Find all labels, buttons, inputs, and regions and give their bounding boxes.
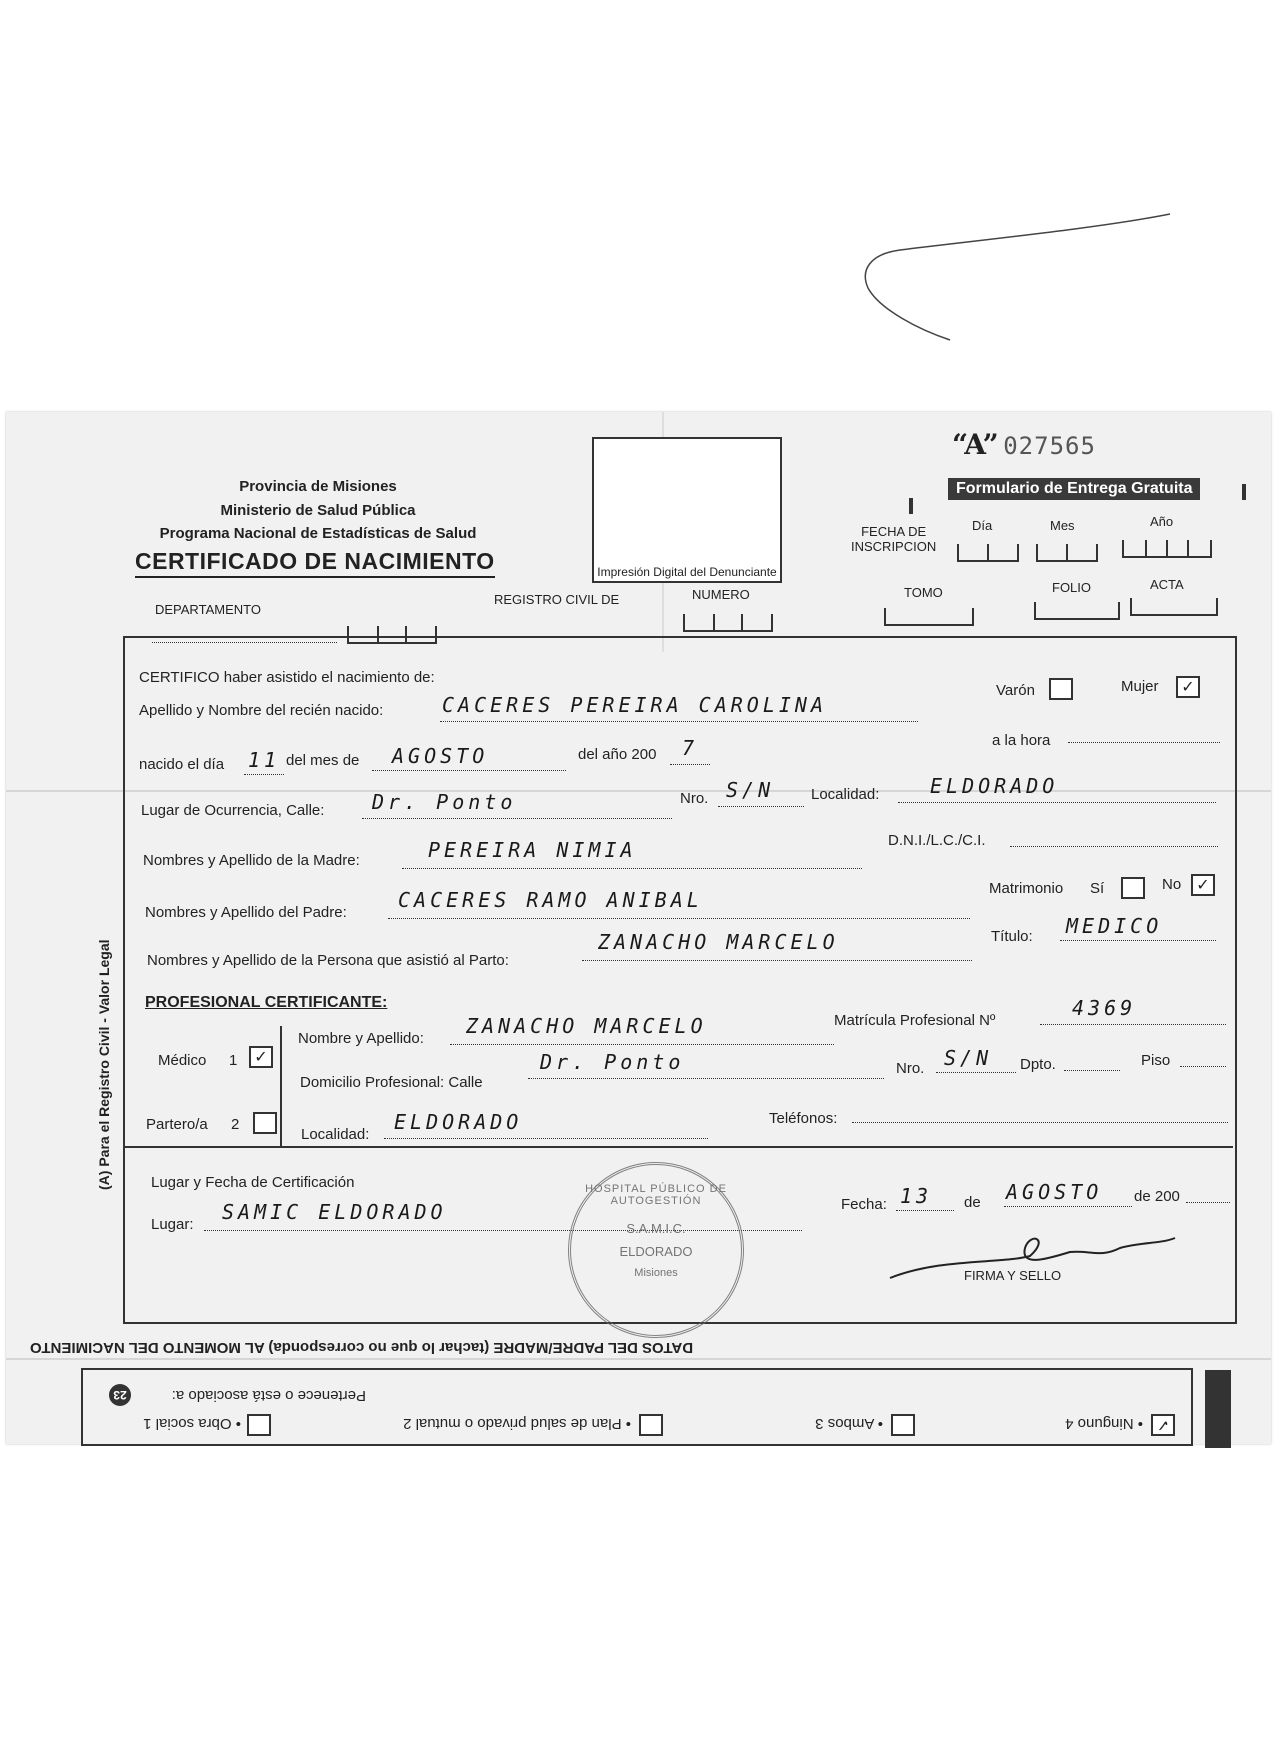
titulo-value: MEDICO bbox=[1066, 914, 1163, 938]
tomo-label: TOMO bbox=[904, 585, 943, 600]
lugar-fecha-heading: Lugar y Fecha de Certificación bbox=[151, 1174, 355, 1191]
inverted-opt1: • Obra social 1 bbox=[143, 1415, 241, 1432]
nombre-value: ZANACHO MARCELO bbox=[466, 1014, 707, 1038]
matrimonio-si-checkbox[interactable] bbox=[1121, 877, 1145, 899]
medico-label: Médico bbox=[158, 1052, 207, 1069]
dpto-label: Dpto. bbox=[1020, 1056, 1056, 1073]
anio-label: Año bbox=[1150, 514, 1174, 529]
anio-value: 7 bbox=[682, 736, 699, 760]
newborn-name-value: CACERES PEREIRA CAROLINA bbox=[442, 693, 827, 717]
plan-salud-checkbox[interactable] bbox=[639, 1414, 663, 1436]
matrimonio-no-checkbox[interactable]: ✓ bbox=[1191, 874, 1215, 896]
madre-field[interactable] bbox=[402, 868, 862, 869]
fecha-dia-field[interactable] bbox=[896, 1210, 954, 1211]
dni-label: D.N.I./L.C./C.I. bbox=[888, 832, 986, 849]
folio-label: FOLIO bbox=[1052, 580, 1092, 595]
dpto-field[interactable] bbox=[1064, 1070, 1120, 1071]
varon-label: Varón bbox=[996, 682, 1035, 699]
dni-field[interactable] bbox=[1010, 846, 1218, 847]
no-label: No bbox=[1162, 876, 1182, 893]
varon-checkbox[interactable] bbox=[1049, 678, 1073, 700]
inverted-number: 23 bbox=[109, 1384, 131, 1406]
lugar-value: Dr. Ponto bbox=[372, 790, 517, 814]
numero-label: NUMERO bbox=[692, 587, 750, 602]
partero-num: 2 bbox=[231, 1116, 240, 1133]
dom-nro-field[interactable] bbox=[936, 1072, 1016, 1073]
dom-nro-value: S/N bbox=[944, 1046, 993, 1070]
section-divider bbox=[125, 1146, 1233, 1148]
domicilio-field[interactable] bbox=[528, 1078, 884, 1079]
free-form-badge: Formulario de Entrega Gratuita bbox=[948, 478, 1200, 500]
acta-input[interactable] bbox=[1130, 598, 1218, 616]
page-title: CERTIFICADO DE NACIMIENTO bbox=[135, 548, 495, 578]
cert-lugar-value: SAMIC ELDORADO bbox=[222, 1200, 447, 1224]
titulo-field[interactable] bbox=[1060, 940, 1216, 941]
acta-label: ACTA bbox=[1150, 577, 1184, 592]
fecha-label: Fecha: bbox=[841, 1196, 887, 1213]
inverted-opt4: • Ninguno 4 bbox=[1065, 1415, 1143, 1432]
departamento-label: DEPARTAMENTO bbox=[155, 602, 261, 617]
matricula-field[interactable] bbox=[1040, 1024, 1226, 1025]
hora-field[interactable] bbox=[1068, 742, 1220, 743]
dia-input[interactable] bbox=[957, 544, 1019, 562]
matricula-label: Matrícula Profesional Nº bbox=[834, 1012, 996, 1029]
inverted-heading: DATOS DEL PADRE/MADRE (tachar lo que no corresponda) AL MOMENTO DEL NACIMIENTO bbox=[30, 1339, 694, 1356]
telefonos-label: Teléfonos: bbox=[769, 1110, 838, 1127]
fecha-dia-value: 13 bbox=[900, 1184, 933, 1208]
stamp-center3: Misiones bbox=[634, 1267, 678, 1279]
si-label: Sí bbox=[1090, 880, 1105, 897]
official-stamp bbox=[568, 1162, 744, 1338]
de200-label: de 200 bbox=[1134, 1188, 1180, 1205]
mes-label-form: del mes de bbox=[286, 752, 360, 769]
inverted-question: Pertenece o está asociado a: bbox=[171, 1387, 366, 1404]
inverted-opt2: • Plan de salud privado o mutual 2 bbox=[403, 1415, 631, 1432]
pen-scribble bbox=[860, 210, 1180, 350]
stamp-center2: ELDORADO bbox=[619, 1244, 693, 1259]
stamp-ring-text: HOSPITAL PÚBLICO DE AUTOGESTIÓN bbox=[585, 1183, 727, 1207]
fingerprint-box bbox=[592, 437, 782, 583]
nacido-label: nacido el día bbox=[139, 756, 225, 773]
registro-civil-label: REGISTRO CIVIL DE bbox=[494, 592, 620, 607]
folio-input[interactable] bbox=[1034, 602, 1120, 620]
piso-label: Piso bbox=[1141, 1052, 1171, 1069]
parto-value: ZANACHO MARCELO bbox=[598, 930, 839, 954]
header-province: Provincia de Misiones bbox=[239, 478, 397, 495]
prof-localidad-value: ELDORADO bbox=[394, 1110, 523, 1134]
localidad-value: ELDORADO bbox=[930, 774, 1059, 798]
stamp-center1: S.A.M.I.C. bbox=[626, 1221, 686, 1236]
titulo-label: Título: bbox=[991, 928, 1033, 945]
padre-field[interactable] bbox=[388, 918, 970, 919]
mes-field[interactable] bbox=[372, 770, 566, 771]
fingerprint-caption: Impresión Digital del Denunciante bbox=[597, 565, 777, 579]
inverted-stub bbox=[6, 1330, 1271, 1450]
domicilio-value: Dr. Ponto bbox=[540, 1050, 685, 1074]
newborn-name-field[interactable] bbox=[440, 721, 918, 722]
header-program: Programa Nacional de Estadísticas de Salud bbox=[159, 525, 477, 542]
registration-mark bbox=[1242, 484, 1246, 500]
certifico-text: CERTIFICO haber asistido el nacimiento de: bbox=[139, 669, 435, 686]
obra-social-checkbox[interactable] bbox=[247, 1414, 271, 1436]
anio-input[interactable] bbox=[1122, 540, 1212, 558]
mujer-label: Mujer bbox=[1121, 678, 1159, 695]
dia-label: Día bbox=[972, 518, 993, 533]
parto-label: Nombres y Apellido de la Persona que asistió al Parto: bbox=[147, 952, 509, 969]
prof-localidad-field[interactable] bbox=[384, 1138, 708, 1139]
matricula-value: 4369 bbox=[1072, 996, 1137, 1020]
mes-label: Mes bbox=[1050, 518, 1075, 533]
firma-label: FIRMA Y SELLO bbox=[964, 1268, 1062, 1283]
header-ministry: Ministerio de Salud Pública bbox=[220, 502, 416, 519]
padre-label: Nombres y Apellido del Padre: bbox=[145, 904, 347, 921]
anio-field[interactable] bbox=[670, 764, 710, 765]
fecha-mes-field[interactable] bbox=[1004, 1206, 1132, 1207]
de-label: de bbox=[964, 1194, 981, 1211]
tomo-input[interactable] bbox=[884, 608, 974, 626]
partero-checkbox[interactable] bbox=[253, 1112, 277, 1134]
mes-input[interactable] bbox=[1036, 544, 1098, 562]
ambos-checkbox[interactable] bbox=[891, 1414, 915, 1436]
side-legal-label: (A) Para el Registro Civil - Valor Legal bbox=[96, 939, 112, 1190]
piso-field[interactable] bbox=[1180, 1066, 1226, 1067]
lugar-label: Lugar de Ocurrencia, Calle: bbox=[141, 802, 325, 819]
telefonos-field[interactable] bbox=[852, 1122, 1228, 1123]
lugar-field[interactable] bbox=[362, 818, 672, 819]
nombre-field[interactable] bbox=[450, 1044, 834, 1045]
mujer-checkbox[interactable]: ✓ bbox=[1176, 676, 1200, 698]
dia-field[interactable] bbox=[244, 774, 284, 775]
hora-label: a la hora bbox=[992, 732, 1051, 749]
fecha-anio-field[interactable] bbox=[1186, 1202, 1230, 1203]
nro-label: Nro. bbox=[680, 790, 709, 807]
mes-value: AGOSTO bbox=[392, 744, 489, 768]
inscripcion-label: FECHA DE INSCRIPCION bbox=[851, 524, 937, 554]
dom-nro-label: Nro. bbox=[896, 1060, 925, 1077]
nombre-label: Nombre y Apellido: bbox=[298, 1030, 424, 1047]
prof-localidad-label: Localidad: bbox=[301, 1126, 370, 1143]
parto-field[interactable] bbox=[582, 960, 972, 961]
ninguno-checkbox[interactable]: ✓ bbox=[1151, 1414, 1175, 1436]
dia-value: 11 bbox=[248, 748, 281, 772]
registration-mark bbox=[909, 498, 913, 514]
madre-value: PEREIRA NIMIA bbox=[428, 838, 637, 862]
localidad-field[interactable] bbox=[898, 802, 1216, 803]
anio-label-form: del año 200 bbox=[578, 746, 657, 763]
inverted-bar bbox=[1205, 1370, 1231, 1448]
nro-value: S/N bbox=[726, 778, 775, 802]
newborn-name-label: Apellido y Nombre del recién nacido: bbox=[139, 702, 384, 719]
serial-number: “A” 027565 bbox=[952, 428, 1096, 461]
profesional-heading: PROFESIONAL CERTIFICANTE: bbox=[145, 994, 388, 1011]
domicilio-label: Domicilio Profesional: Calle bbox=[300, 1074, 483, 1091]
madre-label: Nombres y Apellido de la Madre: bbox=[143, 852, 360, 869]
medico-num: 1 bbox=[229, 1052, 238, 1069]
cert-lugar-label: Lugar: bbox=[151, 1216, 194, 1233]
profesional-divider bbox=[280, 1026, 282, 1146]
inverted-opt3: • Ambos 3 bbox=[815, 1415, 883, 1432]
localidad-label: Localidad: bbox=[811, 786, 880, 803]
fecha-mes-value: AGOSTO bbox=[1006, 1180, 1103, 1204]
medico-checkbox[interactable]: ✓ bbox=[249, 1046, 273, 1068]
partero-label: Partero/a bbox=[146, 1116, 208, 1133]
matrimonio-label: Matrimonio bbox=[989, 880, 1064, 897]
nro-field[interactable] bbox=[718, 806, 804, 807]
numero-input[interactable] bbox=[683, 614, 773, 632]
padre-value: CACERES RAMO ANIBAL bbox=[398, 888, 703, 912]
